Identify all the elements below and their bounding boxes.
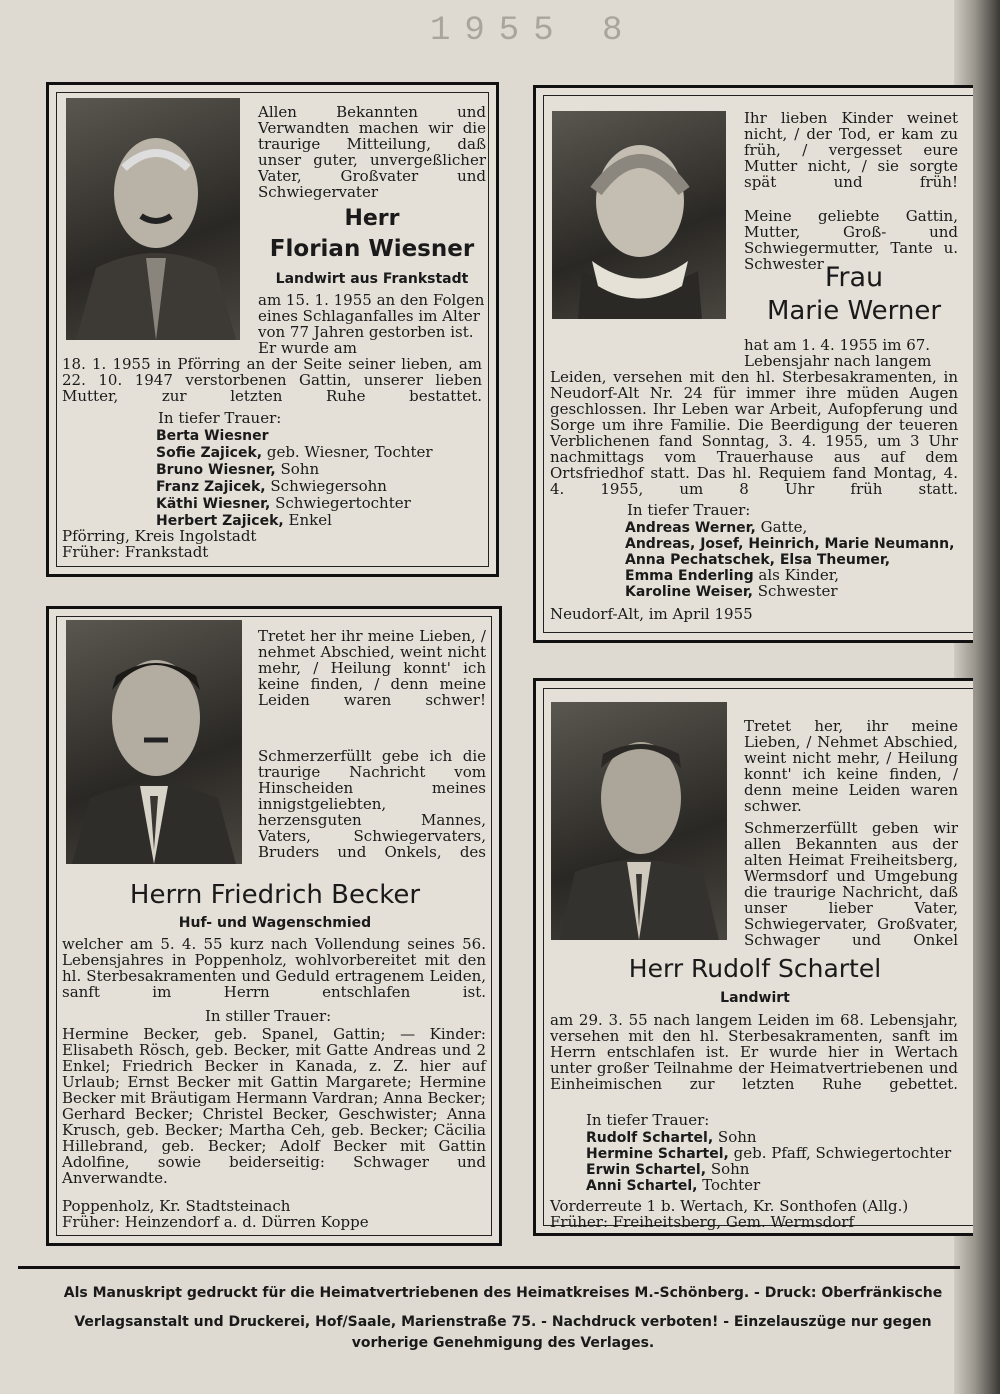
residence: Vorderreute 1 b. Wertach, Kr. Sonthofen (Allg.) — [550, 1197, 909, 1215]
verse-text: Ihr lieben Kinder weinet nicht, / der Tod, er kam zu früh, / vergesset eure Mutter nicht, / sie sorgte spät und früh! — [744, 109, 958, 191]
former-residence: Früher: Frankstadt — [62, 543, 209, 561]
mourner: Rudolf Schartel, Sohn — [586, 1128, 757, 1146]
mourning-heading: In tiefer Trauer: — [586, 1111, 710, 1129]
deceased-name: Herr Rudolf Schartel — [628, 954, 882, 983]
mourner: Andreas, Josef, Heinrich, Marie Neumann, — [625, 536, 955, 552]
imprint-line-3: vorherige Genehmigung des Verlages. — [351, 1335, 655, 1351]
body-text: welcher am 5. 4. 55 kurz nach Vollendung seines 56. Lebensjahres in Poppenholz, wohlvorbereitet mit den hl. Sterbesakramenten und Geduld ertragenem Leiden, sanft im Herrn entschlafen ist. — [62, 935, 486, 1001]
portrait-photo-rudolf-schartel — [551, 702, 727, 940]
occupation: Landwirt aus Frankstadt — [275, 271, 469, 287]
mourner: Andreas Werner, Gatte, — [625, 518, 808, 536]
mourner: Hermine Schartel, geb. Pfaff, Schwiegertochter — [586, 1144, 952, 1162]
mourner: Emma Enderling als Kinder, — [625, 566, 840, 584]
body-text-a: hat am 1. 4. 1955 im 67. Lebensjahr nach langem — [744, 336, 932, 370]
residence: Neudorf-Alt, im April 1955 — [550, 605, 753, 623]
body-text-a: am 15. 1. 1955 an den Folgen eines Schlaganfalles im Alter von 77 Jahren gestorben ist. Er wurde am — [258, 291, 485, 357]
body-text-b: Leiden, versehen mit den hl. Sterbesakramenten, in Neudorf-Alt Nr. 24 für immer ihre müden Augen geschlossen. Ihr Leben war Arbeit, Aufopferung und Sorge um ihre Familie. Die Beerdigung der teueren Verblichenen fand Sonntag, 3. 4. 1955, um 3 Uhr nachmittags vom Trauerhause aus auf dem Ortsfriedhof statt. Das hl. Requiem fand Montag, 4. 4. 1955, um 8 Uhr früh statt. — [550, 368, 958, 498]
intro-text: Allen Bekannten und Verwandten machen wir die traurige Mitteilung, daß unser guter, unvergeßlicher Vater, Großvater und Schwiegervater — [258, 103, 486, 201]
footer-rule — [18, 1266, 960, 1269]
former-residence: Früher: Heinzendorf a. d. Dürren Koppe — [62, 1213, 369, 1231]
intro-text: Schmerzerfüllt gebe ich die traurige Nachricht vom Hinscheiden meines innigstgeliebten, herzensguten Mannes, Vaters, Schwiegervaters, Bruders und Onkels, des — [258, 747, 486, 861]
verse-text: Tretet her ihr meine Lieben, / nehmet Abschied, weint nicht mehr, / Heilung konnt' ich keine finden, / denn meine Leiden waren schwer! — [258, 627, 486, 709]
mourner: Käthi Wiesner, Schwiegertochter — [156, 494, 411, 512]
title-herr: Herr — [344, 206, 400, 231]
mourning-heading: In tiefer Trauer: — [627, 501, 751, 519]
mourners-list — [156, 427, 433, 529]
occupation: Huf- und Wagenschmied — [178, 915, 372, 931]
mourning-heading: In tiefer Trauer: — [158, 409, 282, 427]
deceased-name: Marie Werner — [766, 296, 942, 326]
residence: Pförring, Kreis Ingolstadt — [62, 527, 257, 545]
mourner: Bruno Wiesner, Sohn — [156, 460, 320, 478]
mourner: Sofie Zajicek, geb. Wiesner, Tochter — [156, 443, 433, 461]
body-text: am 29. 3. 55 nach langem Leiden im 68. Lebensjahr, versehen mit den hl. Sterbesakramenten, sanft im Herrn entschlafen ist. Er wurde hier in Wertach unter großer Teilnahme der Heimatvertriebenen und Einheimischen zur letzten Ruhe gebettet. — [550, 1011, 958, 1093]
residence: Poppenholz, Kr. Stadtsteinach — [62, 1197, 291, 1215]
mourner: Herbert Zajicek, Enkel — [156, 511, 332, 529]
portrait-photo-friedrich-becker — [66, 620, 242, 864]
mourner: Anni Schartel, Tochter — [586, 1176, 761, 1194]
former-residence: Früher: Freiheitsberg, Gem. Wermsdorf — [550, 1213, 855, 1231]
imprint-line-2: Verlagsanstalt und Druckerei, Hof/Saale, Marienstraße 75. - Nachdruck verboten! - Einzelauszüge nur gegen — [74, 1314, 932, 1330]
occupation: Landwirt — [720, 990, 790, 1006]
portrait-photo-marie-werner — [552, 111, 726, 319]
mourner: Anna Pechatschek, Elsa Theumer, — [625, 552, 891, 568]
portrait-photo-florian-wiesner — [66, 98, 240, 340]
intro-text: Meine geliebte Gattin, Mutter, Groß- und Schwiegermutter, Tante u. Schwester — [744, 207, 958, 273]
faded-page-number: 1955 8 — [430, 12, 637, 50]
mourning-heading: In stiller Trauer: — [205, 1007, 332, 1025]
mourner: Berta Wiesner — [156, 428, 269, 444]
title-frau: Frau — [824, 262, 884, 293]
mourners-text: Hermine Becker, geb. Spanel, Gattin; — Kinder: Elisabeth Rösch, geb. Becker, mit Gatte Andreas und 2 Enkel; Friedrich Becker in Kanada, z. Z. hier auf Urlaub; Ernst Becker mit Gattin Margarete; Hermine Becker mit Bräutigam Hermann Vardran; Anna Becker; Gerhard Becker; Christel Becker, Geschwister; Anna Krusch, geb. Becker; Martha Ceh, geb. Becker; Cäcilia Hillebrand, geb. Becker; Adolf Becker mit Gattin Adolfine, sowie beiderseitig: Schwager und Anverwandte. — [62, 1025, 486, 1187]
deceased-name: Herrn Friedrich Becker — [129, 880, 421, 910]
deceased-name: Florian Wiesner — [269, 236, 475, 262]
body-text-b: 18. 1. 1955 in Pförring an der Seite seiner lieben, am 22. 10. 1947 verstorbenen Gattin, unserer lieben Mutter, zur letzten Ruhe bestattet. — [62, 355, 482, 405]
verse-text: Tretet her, ihr meine Lieben, / Nehmet Abschied, weint nicht mehr, / Heilung konnt' ich keine finden, / denn meine Leiden waren schwer. — [744, 717, 958, 815]
intro-text: Schmerzerfüllt geben wir allen Bekannten aus der alten Heimat Freiheitsberg, Wermsdorf und Umgebung die traurige Nachricht, daß unser lieber Vater, Schwiegervater, Großvater, Schwager und Onkel — [744, 819, 958, 949]
mourner: Erwin Schartel, Sohn — [586, 1160, 750, 1178]
mourner: Karoline Weiser, Schwester — [625, 582, 838, 600]
imprint-line-1: Als Manuskript gedruckt für die Heimatvertriebenen des Heimatkreises M.-Schönberg. - Druck: Oberfränkische — [63, 1285, 943, 1301]
mourner: Franz Zajicek, Schwiegersohn — [156, 477, 387, 495]
